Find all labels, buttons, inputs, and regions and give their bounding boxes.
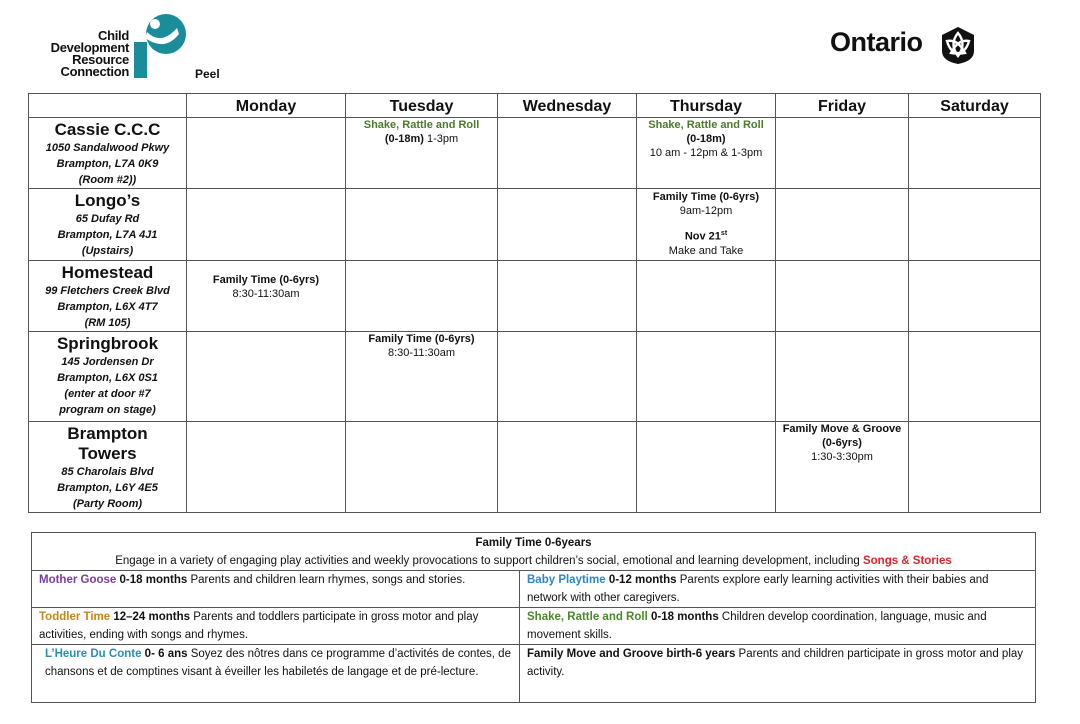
location-name: Springbrook [56, 334, 159, 353]
location-name: Homestead [61, 263, 154, 282]
table-row [29, 189, 1041, 261]
location-cell: Homestead 99 Fletchers Creek Blvd Brampton, L6X 4T7 (RM 105) [29, 261, 187, 332]
location-cell: Longo’s 65 Dufay Rd Brampton, L7A 4J1 (Upstairs) [29, 189, 187, 261]
schedule-cell: Shake, Rattle and Roll (0-18m) 1-3pm [346, 118, 498, 189]
schedule-cell [909, 261, 1041, 332]
schedule-cell: Family Time (0-6yrs) 8:30-11:30am [187, 261, 346, 332]
location-name: Towers [78, 444, 137, 463]
schedule-cell [498, 422, 637, 513]
schedule-cell: Family Time (0-6yrs) 8:30-11:30am [346, 332, 498, 422]
cdrc-peel-logo [35, 12, 220, 82]
schedule-cell [909, 332, 1041, 422]
location-name: Cassie C.C.C [54, 120, 161, 139]
schedule-cell [187, 189, 346, 261]
location-cell: Cassie C.C.C 1050 Sandalwood Pkwy Brampton, L7A 0K9 (Room #2)) [29, 118, 187, 189]
legend-item: Shake, Rattle and Roll 0-18 months Children develop coordination, language, music and movement skills. [520, 608, 1036, 645]
legend-header-row [32, 533, 1036, 571]
header-friday: Friday [776, 94, 909, 118]
schedule-cell [637, 261, 776, 332]
table-row [29, 261, 1041, 332]
header-monday: Monday [187, 94, 346, 118]
cdrc-peel-label: Peel [195, 67, 220, 81]
location-name: Brampton [67, 424, 148, 443]
schedule-cell [187, 332, 346, 422]
schedule-cell [776, 118, 909, 189]
schedule-cell [187, 118, 346, 189]
schedule-cell [346, 422, 498, 513]
schedule-cell [637, 332, 776, 422]
header-thursday: Thursday [637, 94, 776, 118]
header-saturday: Saturday [909, 94, 1041, 118]
schedule-table [28, 93, 1041, 513]
schedule-cell [498, 332, 637, 422]
schedule-cell [909, 189, 1041, 261]
schedule-cell: Family Move & Groove (0-6yrs) 1:30-3:30pm [776, 422, 909, 513]
legend-intro: Engage in a variety of engaging play activities and weekly provocations to support children’s social, emotional and learning development, including Songs & Stories [115, 555, 952, 567]
legend-item: Family Move and Groove birth-6 years Parents and children participate in gross motor and play activity. [520, 645, 1036, 703]
trillium-icon [938, 25, 978, 65]
program-legend-table [31, 532, 1036, 703]
schedule-cell [909, 422, 1041, 513]
schedule-cell [498, 189, 637, 261]
schedule-cell [909, 118, 1041, 189]
header-location [29, 94, 187, 118]
legend-row [32, 608, 1036, 645]
schedule-cell: Family Time (0-6yrs) 9am-12pm Nov 21st Make and Take [637, 189, 776, 261]
location-cell: Brampton Towers 85 Charolais Blvd Brampton, L6Y 4E5 (Party Room) [29, 422, 187, 513]
table-row [29, 332, 1041, 422]
schedule-header-row [29, 94, 1041, 118]
legend-item: Baby Playtime 0-12 months Parents explore early learning activities with their babies and network with other caregivers. [520, 571, 1036, 608]
table-row [29, 422, 1041, 513]
legend-header [32, 533, 1036, 571]
schedule-cell [187, 422, 346, 513]
schedule-cell [346, 189, 498, 261]
legend-row [32, 571, 1036, 608]
schedule-cell [776, 189, 909, 261]
schedule-cell [776, 332, 909, 422]
ontario-wordmark: Ontario [830, 27, 923, 57]
cdrc-logo-text: Child Development Resource Connection [50, 28, 129, 79]
cdrc-figure-icon [133, 12, 193, 78]
legend-item: Mother Goose 0-18 months Parents and children learn rhymes, songs and stories. [32, 571, 520, 608]
schedule-cell [498, 261, 637, 332]
schedule-cell: Shake, Rattle and Roll (0-18m) 10 am - 12pm & 1-3pm [637, 118, 776, 189]
schedule-cell [346, 261, 498, 332]
legend-item: L’Heure Du Conte 0- 6 ans Soyez des nôtres dans ce programme d’activités de contes, de chansons et de comptines visant à éveiller les habiletés de langage et de pré-lecture. [32, 645, 520, 703]
legend-title: Family Time 0-6years [475, 537, 592, 549]
header-wednesday: Wednesday [498, 94, 637, 118]
schedule-cell [498, 118, 637, 189]
schedule-cell [637, 422, 776, 513]
location-name: Longo’s [74, 191, 141, 210]
schedule-cell [776, 261, 909, 332]
table-row [29, 118, 1041, 189]
legend-row [32, 645, 1036, 703]
header-tuesday: Tuesday [346, 94, 498, 118]
location-cell: Springbrook 145 Jordensen Dr Brampton, L6X 0S1 (enter at door #7 program on stage) [29, 332, 187, 422]
legend-item: Toddler Time 12–24 months Parents and toddlers participate in gross motor and play activities, ending with songs and rhymes. [32, 608, 520, 645]
